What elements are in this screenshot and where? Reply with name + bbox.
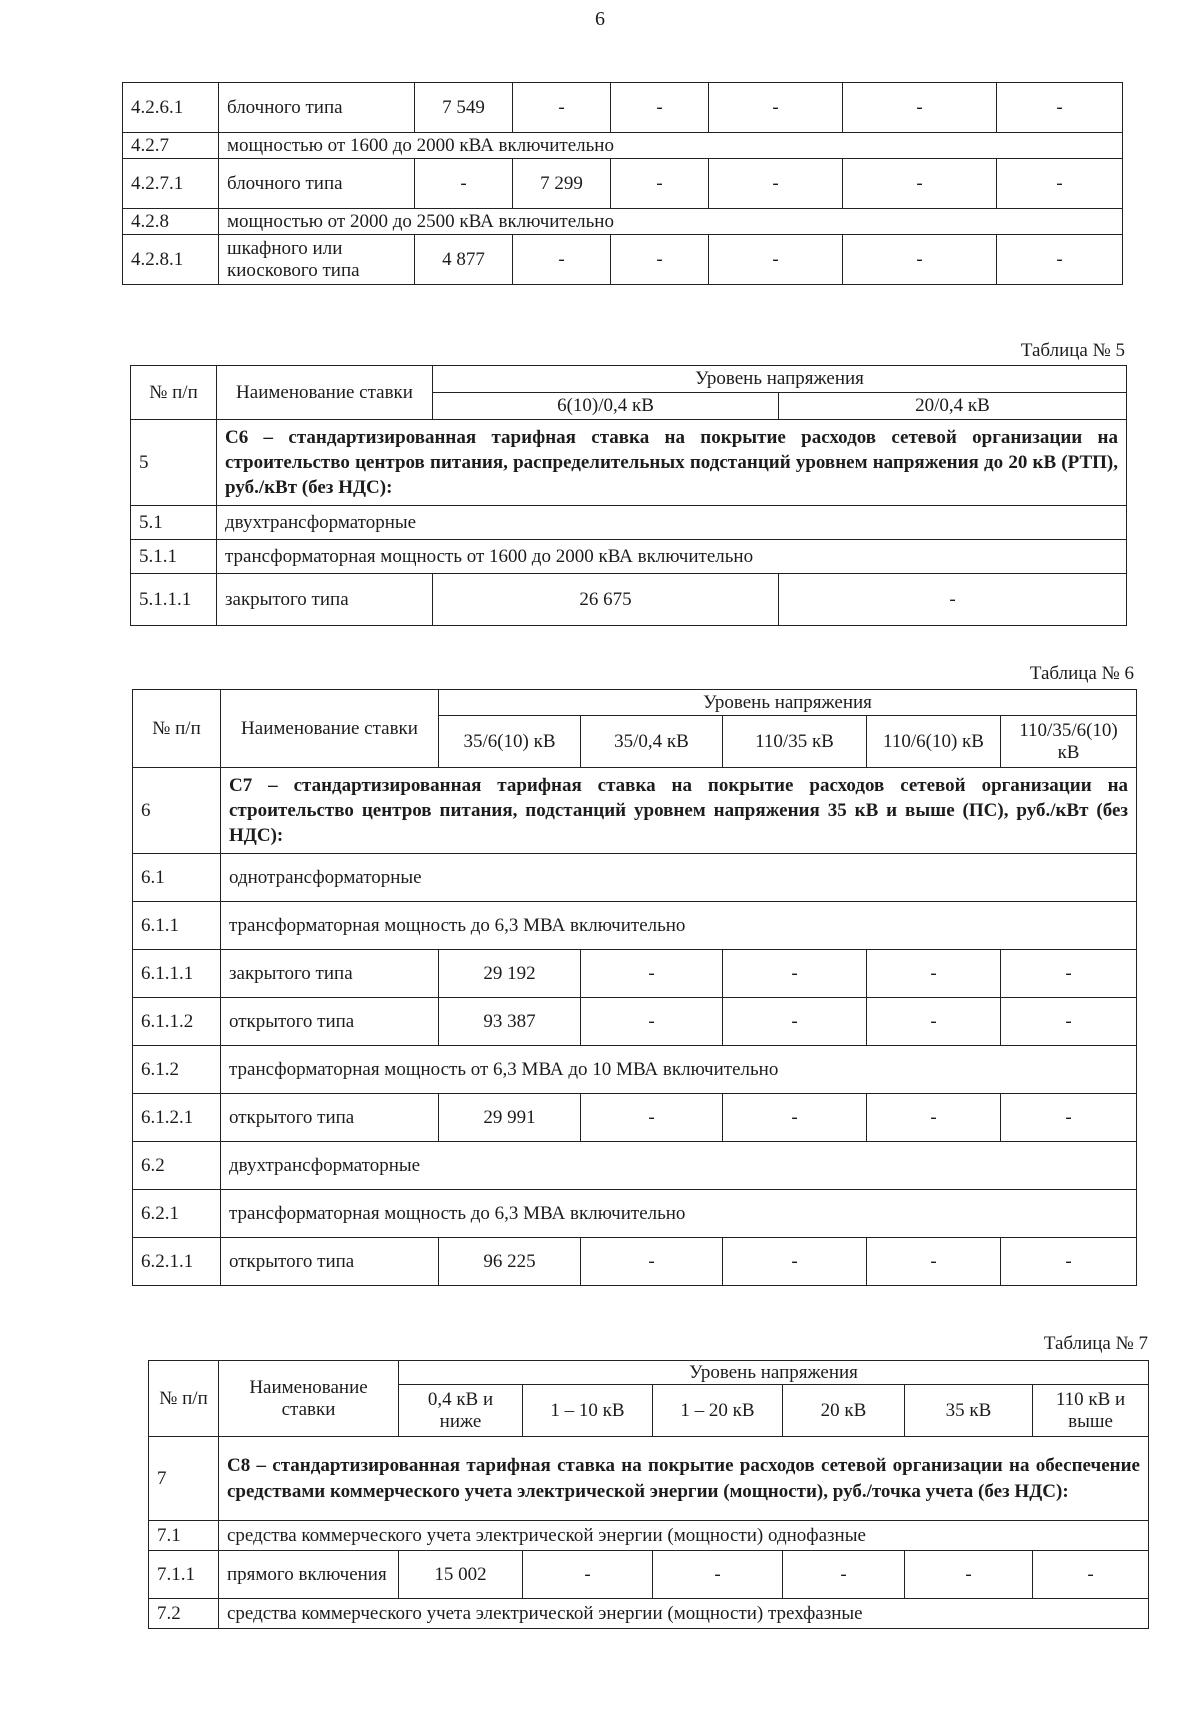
header-level: 0,4 кВ и ниже bbox=[399, 1385, 523, 1437]
value-cell: 29 991 bbox=[439, 1094, 581, 1142]
table-row bbox=[149, 1521, 1149, 1551]
value-cell-empty: - bbox=[513, 235, 611, 285]
table-row bbox=[123, 133, 1123, 159]
value-cell: 7 549 bbox=[415, 83, 513, 133]
value-cell: 26 675 bbox=[433, 574, 779, 626]
header-level: 20 кВ bbox=[783, 1385, 905, 1437]
table-row bbox=[123, 159, 1123, 209]
row-number: 6.1.2 bbox=[133, 1046, 221, 1094]
value-cell-empty: - bbox=[843, 235, 997, 285]
row-number: 5.1.1 bbox=[131, 540, 217, 574]
value-cell-empty: - bbox=[415, 159, 513, 209]
value-cell-empty: - bbox=[997, 235, 1123, 285]
table-row bbox=[131, 506, 1127, 540]
value-cell-empty: - bbox=[779, 574, 1127, 626]
table-row bbox=[133, 902, 1137, 950]
header-level: 110 кВ и выше bbox=[1033, 1385, 1149, 1437]
table-7 bbox=[148, 1360, 1149, 1629]
row-name: шкафного или киоскового типа bbox=[219, 235, 415, 285]
row-name: трансформаторная мощность от 1600 до 2000 кВА включительно bbox=[217, 540, 1127, 574]
header-level: 1 – 20 кВ bbox=[653, 1385, 783, 1437]
header-level: 6(10)/0,4 кВ bbox=[433, 393, 779, 420]
value-cell-empty: - bbox=[1001, 998, 1137, 1046]
header-level: 110/6(10) кВ bbox=[867, 716, 1001, 768]
table-row bbox=[123, 83, 1123, 133]
value-cell-empty: - bbox=[867, 998, 1001, 1046]
row-number: 6.1.2.1 bbox=[133, 1094, 221, 1142]
value-cell-empty: - bbox=[653, 1551, 783, 1599]
table-row bbox=[133, 950, 1137, 998]
value-cell-empty: - bbox=[843, 83, 997, 133]
table-row bbox=[133, 1238, 1137, 1286]
row-name: однотрансформаторные bbox=[221, 854, 1137, 902]
row-number: 4.2.7.1 bbox=[123, 159, 219, 209]
row-number: 6.1 bbox=[133, 854, 221, 902]
table-row bbox=[131, 574, 1127, 626]
header-voltage-group: Уровень напряжения bbox=[439, 690, 1137, 716]
value-cell-empty: - bbox=[723, 1094, 867, 1142]
table-row bbox=[131, 540, 1127, 574]
table-row bbox=[133, 1142, 1137, 1190]
table-7-body bbox=[149, 1437, 1149, 1629]
table-4-body bbox=[123, 83, 1123, 285]
header-voltage-group: Уровень напряжения bbox=[433, 366, 1127, 393]
row-name: открытого типа bbox=[221, 1238, 439, 1286]
row-name: закрытого типа bbox=[217, 574, 433, 626]
row-name: двухтрансформаторные bbox=[221, 1142, 1137, 1190]
row-name: мощностью от 2000 до 2500 кВА включительно bbox=[219, 209, 1123, 235]
section-num: 6 bbox=[133, 768, 221, 854]
table-6-caption: Таблица № 6 bbox=[1029, 663, 1134, 684]
value-cell-empty: - bbox=[843, 159, 997, 209]
value-cell-empty: - bbox=[1001, 1094, 1137, 1142]
header-name: Наименование ставки bbox=[221, 690, 439, 768]
row-name: закрытого типа bbox=[221, 950, 439, 998]
section-num: 7 bbox=[149, 1437, 219, 1521]
table-7-caption: Таблица № 7 bbox=[1043, 1333, 1148, 1354]
value-cell-empty: - bbox=[723, 1238, 867, 1286]
row-number: 7.1.1 bbox=[149, 1551, 219, 1599]
header-name: Наименование ставки bbox=[217, 366, 433, 420]
table-row bbox=[133, 1190, 1137, 1238]
table-5-body bbox=[131, 420, 1127, 626]
header-name: Наименование ставки bbox=[219, 1361, 399, 1437]
table-row bbox=[133, 1046, 1137, 1094]
value-cell-empty: - bbox=[523, 1551, 653, 1599]
value-cell-empty: - bbox=[581, 1094, 723, 1142]
header-level: 1 – 10 кВ bbox=[523, 1385, 653, 1437]
table-5 bbox=[130, 365, 1127, 626]
header-level: 20/0,4 кВ bbox=[779, 393, 1127, 420]
value-cell-empty: - bbox=[867, 1094, 1001, 1142]
value-cell-empty: - bbox=[867, 950, 1001, 998]
row-name: трансформаторная мощность до 6,3 МВА включительно bbox=[221, 902, 1137, 950]
value-cell-empty: - bbox=[783, 1551, 905, 1599]
row-name: трансформаторная мощность от 6,3 МВА до 10 МВА включительно bbox=[221, 1046, 1137, 1094]
row-number: 6.1.1.2 bbox=[133, 998, 221, 1046]
value-cell-empty: - bbox=[1033, 1551, 1149, 1599]
row-number: 5.1 bbox=[131, 506, 217, 540]
section-title: С8 – стандартизированная тарифная ставка на покрытие расходов сетевой организации на обеспечение средствами коммерческого учета электрической энергии (мощности), руб./точка учета (без НДС): bbox=[219, 1437, 1149, 1521]
header-level: 35/6(10) кВ bbox=[439, 716, 581, 768]
row-number: 5.1.1.1 bbox=[131, 574, 217, 626]
table-4-continued bbox=[122, 82, 1123, 285]
table-6 bbox=[132, 689, 1137, 1286]
header-voltage-group: Уровень напряжения bbox=[399, 1361, 1149, 1385]
value-cell-empty: - bbox=[581, 998, 723, 1046]
value-cell-empty: - bbox=[1001, 1238, 1137, 1286]
table-6-body bbox=[133, 768, 1137, 1286]
value-cell-empty: - bbox=[709, 235, 843, 285]
value-cell-empty: - bbox=[997, 159, 1123, 209]
value-cell: 93 387 bbox=[439, 998, 581, 1046]
row-name: мощностью от 1600 до 2000 кВА включительно bbox=[219, 133, 1123, 159]
table-5-caption: Таблица № 5 bbox=[1020, 340, 1125, 361]
value-cell-empty: - bbox=[611, 159, 709, 209]
header-num: № п/п bbox=[149, 1361, 219, 1437]
value-cell-empty: - bbox=[723, 950, 867, 998]
value-cell-empty: - bbox=[905, 1551, 1033, 1599]
value-cell-empty: - bbox=[723, 998, 867, 1046]
row-name: открытого типа bbox=[221, 1094, 439, 1142]
table-row bbox=[149, 1551, 1149, 1599]
value-cell-empty: - bbox=[709, 159, 843, 209]
value-cell-empty: - bbox=[611, 235, 709, 285]
table-row bbox=[133, 998, 1137, 1046]
value-cell-empty: - bbox=[867, 1238, 1001, 1286]
header-level: 110/35/6(10) кВ bbox=[1001, 716, 1137, 768]
row-number: 6.1.1.1 bbox=[133, 950, 221, 998]
row-number: 7.2 bbox=[149, 1599, 219, 1629]
row-number: 6.2.1 bbox=[133, 1190, 221, 1238]
value-cell-empty: - bbox=[513, 83, 611, 133]
table-row bbox=[133, 1094, 1137, 1142]
row-name: средства коммерческого учета электрической энергии (мощности) однофазные bbox=[219, 1521, 1149, 1551]
value-cell: 96 225 bbox=[439, 1238, 581, 1286]
table-row bbox=[123, 209, 1123, 235]
row-name: двухтрансформаторные bbox=[217, 506, 1127, 540]
value-cell-empty: - bbox=[581, 1238, 723, 1286]
row-number: 6.1.1 bbox=[133, 902, 221, 950]
value-cell-empty: - bbox=[709, 83, 843, 133]
value-cell: 7 299 bbox=[513, 159, 611, 209]
row-name: блочного типа bbox=[219, 159, 415, 209]
header-level: 35/0,4 кВ bbox=[581, 716, 723, 768]
page-number: 6 bbox=[595, 8, 605, 30]
value-cell-empty: - bbox=[1001, 950, 1137, 998]
header-level: 35 кВ bbox=[905, 1385, 1033, 1437]
row-name: трансформаторная мощность до 6,3 МВА включительно bbox=[221, 1190, 1137, 1238]
row-number: 4.2.7 bbox=[123, 133, 219, 159]
value-cell-empty: - bbox=[611, 83, 709, 133]
row-number: 4.2.6.1 bbox=[123, 83, 219, 133]
row-name: прямого включения bbox=[219, 1551, 399, 1599]
row-number: 6.2.1.1 bbox=[133, 1238, 221, 1286]
header-level: 110/35 кВ bbox=[723, 716, 867, 768]
section-title: С7 – стандартизированная тарифная ставка на покрытие расходов сетевой организации на строительство центров питания, подстанций уровнем напряжения 35 кВ и выше (ПС), руб./кВт (без НДС): bbox=[221, 768, 1137, 854]
section-num: 5 bbox=[131, 420, 217, 506]
row-number: 7.1 bbox=[149, 1521, 219, 1551]
table-row bbox=[133, 854, 1137, 902]
row-number: 4.2.8.1 bbox=[123, 235, 219, 285]
value-cell-empty: - bbox=[997, 83, 1123, 133]
row-name: блочного типа bbox=[219, 83, 415, 133]
row-number: 4.2.8 bbox=[123, 209, 219, 235]
value-cell: 15 002 bbox=[399, 1551, 523, 1599]
section-title: С6 – стандартизированная тарифная ставка на покрытие расходов сетевой организации на строительство центров питания, распределительных подстанций уровнем напряжения до 20 кВ (РТП), руб./кВт (без НДС): bbox=[217, 420, 1127, 506]
value-cell: 4 877 bbox=[415, 235, 513, 285]
value-cell-empty: - bbox=[581, 950, 723, 998]
header-num: № п/п bbox=[133, 690, 221, 768]
row-name: средства коммерческого учета электрической энергии (мощности) трехфазные bbox=[219, 1599, 1149, 1629]
table-row bbox=[123, 235, 1123, 285]
header-num: № п/п bbox=[131, 366, 217, 420]
value-cell: 29 192 bbox=[439, 950, 581, 998]
table-row bbox=[149, 1599, 1149, 1629]
row-name: открытого типа bbox=[221, 998, 439, 1046]
row-number: 6.2 bbox=[133, 1142, 221, 1190]
